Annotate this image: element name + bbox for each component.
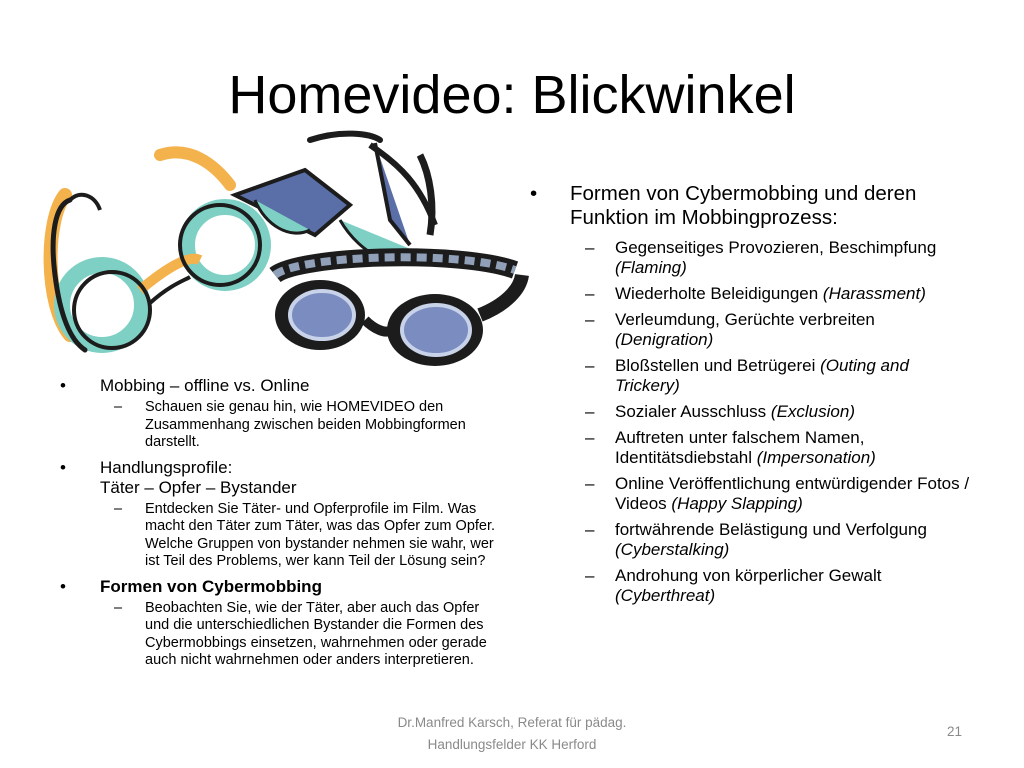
- page-number: 21: [946, 724, 962, 739]
- bullet-text: • Mobbing – offline vs. Online: [100, 376, 310, 395]
- glasses-goggles-illustration: [40, 125, 530, 370]
- list-item: [60, 577, 500, 670]
- sub-list-item: – Bloßstellen und Betrügerei (Outing and Trickery): [570, 356, 970, 396]
- right-bullet-list: [530, 182, 970, 612]
- sub-list-item: – Gegenseitiges Provozieren, Beschimpfung (Flaming): [570, 238, 970, 278]
- cybermobbing-forms-list: [570, 238, 970, 606]
- sub-list-item: – Online Veröffentlichung entwürdigender Fotos / Videos (Happy Slapping): [570, 474, 970, 514]
- bullet-text: • Handlungsprofile:: [100, 457, 233, 477]
- bullet-text: • Formen von Cybermobbing: [100, 576, 322, 596]
- sub-list-item: – Entdecken Sie Täter- und Opferprofile im Film. Was macht den Täter zum Täter, was das Opfer zum Opfer. Welche Gruppen von bystander nehmen sie wahr, wer ist Teil des Problems, wer kann Teil der Lösung sein?: [100, 501, 500, 571]
- sub-list-item: – Beobachten Sie, wie der Täter, aber auch das Opfer und die unterschiedlichen Bystander die Formen des Cybermobbings einsetzen, wahrnehmen oder gerade auch nicht wahrnehmen oder anders interpretieren.: [100, 600, 500, 670]
- footer-line: Handlungsfelder KK Herford: [427, 737, 597, 752]
- slide-title: Homevideo: Blickwinkel: [228, 65, 796, 125]
- left-bullet-list: [60, 370, 500, 670]
- list-item: [60, 376, 500, 452]
- sub-list-item: – Sozialer Ausschluss (Exclusion): [570, 402, 970, 422]
- footer-line: Dr.Manfred Karsch, Referat für pädag.: [397, 715, 627, 730]
- sub-list-item: – fortwährende Belästigung und Verfolgung (Cyberstalking): [570, 520, 970, 560]
- sub-list-item: – Verleumdung, Gerüchte verbreiten (Denigration): [570, 310, 970, 350]
- bullet-text: Täter – Opfer – Bystander: [100, 477, 297, 497]
- swim-goggles-icon: [275, 257, 522, 366]
- sub-list-item: – Schauen sie genau hin, wie HOMEVIDEO den Zusammenhang zwischen beiden Mobbingformen darstellt.: [100, 399, 500, 452]
- slide-footer: [362, 712, 662, 756]
- sub-list-item: – Wiederholte Beleidigungen (Harassment): [570, 284, 970, 304]
- list-item: [60, 458, 500, 571]
- sub-list-item: – Auftreten unter falschem Namen, Identitätsdiebstahl (Impersonation): [570, 428, 970, 468]
- orange-glasses-icon: [51, 152, 263, 345]
- bullet-heading: • Formen von Cybermobbing und deren Funktion im Mobbingprozess:: [570, 182, 917, 229]
- list-item: [530, 182, 970, 606]
- sub-list-item: – Androhung von körperlicher Gewalt (Cyberthreat): [570, 566, 970, 606]
